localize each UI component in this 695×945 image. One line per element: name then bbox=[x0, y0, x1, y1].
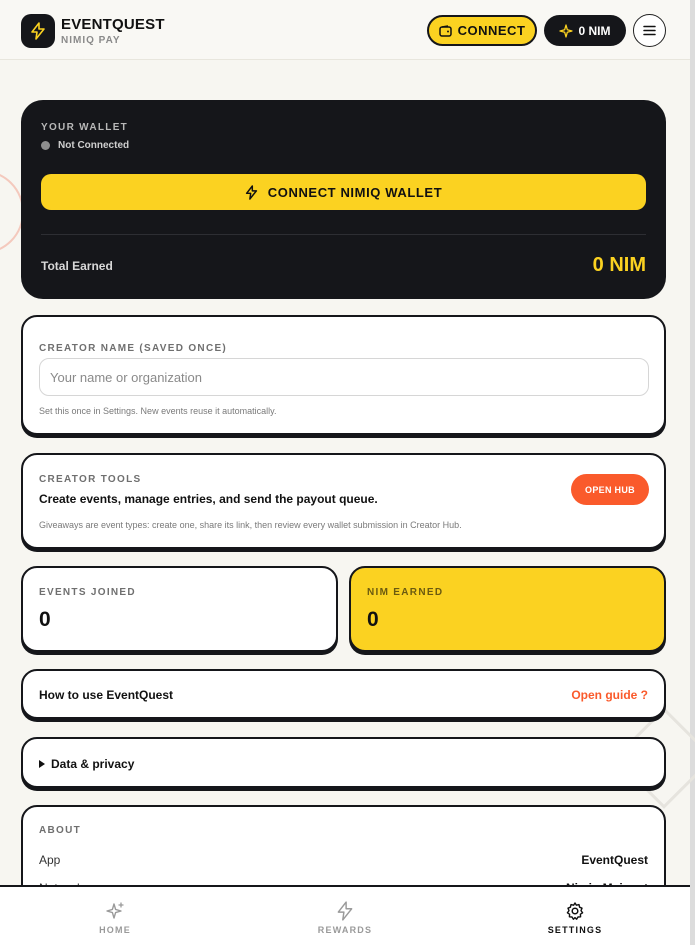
creator-tools-card bbox=[21, 453, 666, 549]
privacy-toggle[interactable] bbox=[39, 757, 134, 771]
about-value: EventQuest bbox=[581, 853, 648, 867]
header-connect-button[interactable] bbox=[427, 15, 537, 46]
wallet-icon bbox=[439, 25, 452, 37]
total-earned-value: 0 NIM bbox=[592, 254, 646, 276]
status-dot bbox=[41, 141, 50, 150]
open-hub-button[interactable]: OPEN HUB bbox=[571, 474, 649, 505]
wallet-status bbox=[41, 140, 129, 151]
creator-tools-description: Create events, manage entries, and send the payout queue. bbox=[39, 492, 378, 506]
connect-wallet-label: CONNECT NIMIQ WALLET bbox=[267, 184, 443, 200]
wallet-title: YOUR WALLET bbox=[41, 122, 129, 133]
about-row bbox=[39, 853, 648, 867]
brand-name: EVENTQUEST bbox=[61, 16, 165, 33]
wallet-card bbox=[21, 100, 666, 299]
about-label: ABOUT bbox=[39, 825, 82, 836]
nav-label: REWARDS bbox=[317, 925, 373, 935]
menu-button[interactable] bbox=[633, 14, 666, 47]
nim-earned-label: NIM EARNED bbox=[367, 587, 444, 598]
connect-label: CONNECT bbox=[457, 23, 526, 38]
open-guide-link[interactable]: Open guide ? bbox=[571, 688, 648, 702]
hamburger-icon bbox=[643, 25, 656, 36]
events-joined-value: 0 bbox=[39, 608, 51, 631]
creator-name-input[interactable] bbox=[39, 358, 649, 396]
disclosure-triangle-icon bbox=[39, 760, 45, 768]
privacy-title: Data & privacy bbox=[51, 757, 135, 771]
lightning-icon bbox=[30, 22, 46, 40]
creator-name-card bbox=[21, 315, 666, 435]
privacy-card[interactable] bbox=[21, 737, 666, 788]
total-earned-label: Total Earned bbox=[41, 259, 113, 273]
lightning-icon bbox=[245, 185, 258, 200]
wallet-status-text: Not Connected bbox=[58, 140, 130, 151]
creator-tools-label: CREATOR TOOLS bbox=[39, 474, 142, 485]
divider bbox=[41, 234, 646, 235]
sparkle-icon bbox=[559, 24, 573, 38]
guide-title: How to use EventQuest bbox=[39, 688, 174, 702]
sparkle-icon bbox=[105, 901, 125, 921]
creator-name-hint: Set this once in Settings. New events reuse it automatically. bbox=[39, 406, 277, 416]
creator-name-label: CREATOR NAME (SAVED ONCE) bbox=[39, 343, 228, 354]
nav-label: HOME bbox=[99, 925, 131, 935]
about-key: App bbox=[39, 853, 61, 867]
nim-earned-value: 0 bbox=[367, 608, 379, 631]
gear-icon bbox=[565, 901, 585, 921]
app-logo bbox=[21, 14, 55, 48]
events-joined-card bbox=[21, 566, 338, 652]
brand-subtitle: NIMIQ PAY bbox=[61, 35, 121, 46]
nav-item-home[interactable] bbox=[0, 887, 230, 945]
guide-card[interactable] bbox=[21, 669, 666, 719]
nav-label: SETTINGS bbox=[547, 925, 603, 935]
connect-wallet-button[interactable] bbox=[41, 174, 646, 210]
nav-item-settings[interactable] bbox=[460, 887, 690, 945]
nav-item-rewards[interactable] bbox=[230, 887, 460, 945]
events-joined-label: EVENTS JOINED bbox=[39, 587, 136, 598]
nim-earned-card bbox=[349, 566, 666, 652]
bottom-nav bbox=[0, 885, 690, 945]
scrollbar-track[interactable] bbox=[690, 0, 695, 945]
creator-tools-hint: Giveaways are event types: create one, share its link, then review every wallet submission in Creator Hub. bbox=[39, 520, 462, 530]
lightning-icon bbox=[336, 901, 354, 921]
top-header bbox=[0, 0, 690, 60]
balance-button[interactable] bbox=[544, 15, 626, 46]
balance-label: 0 NIM bbox=[578, 23, 611, 38]
